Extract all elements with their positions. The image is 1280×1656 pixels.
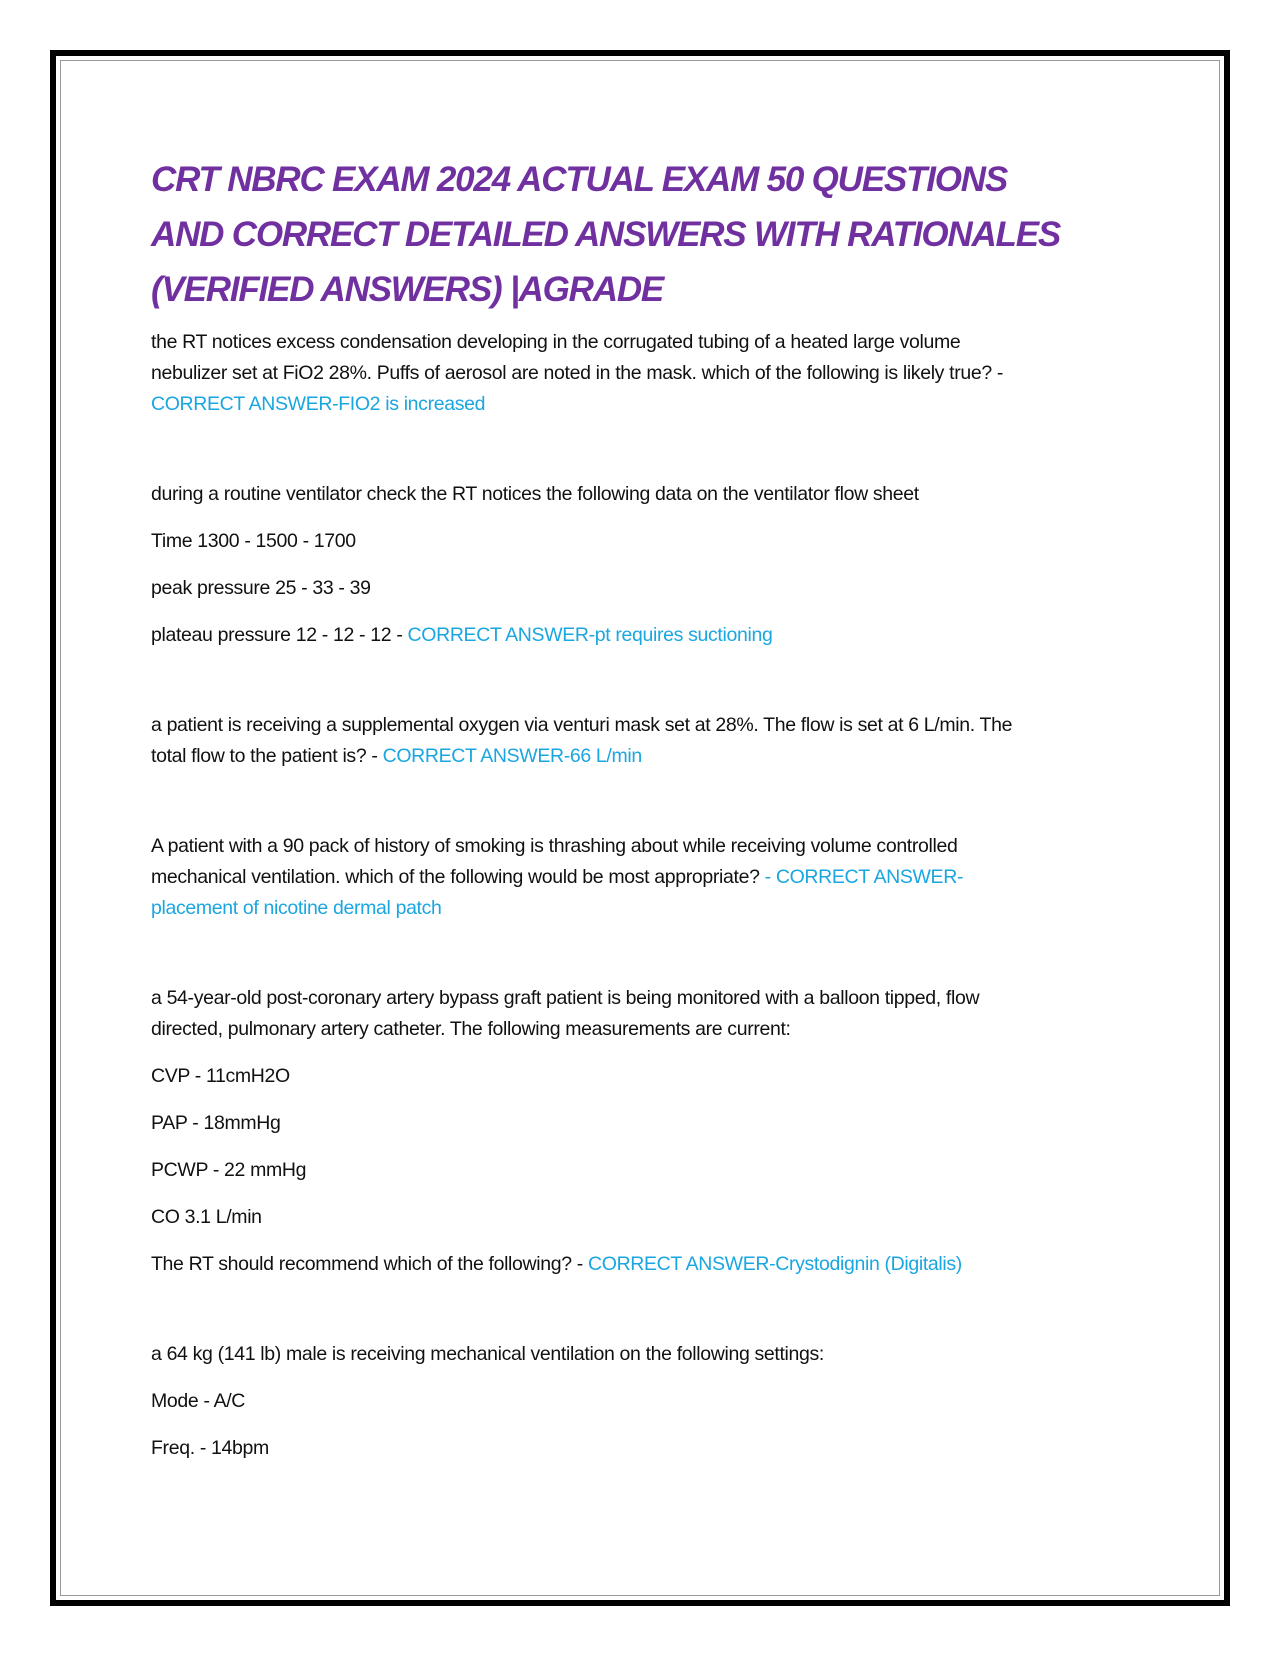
question-1 [151,327,1131,420]
correct-answer: placement of nicotine dermal patch [151,897,442,919]
data-line-pap: PAP - 18mmHg [151,1112,281,1134]
question-text: total flow to the patient is? - [151,745,383,767]
data-line-cvp: CVP - 11cmH2O [151,1065,290,1087]
question-2 [151,479,1131,651]
question-text: a patient is receiving a supplemental oxygen via venturi mask set at 28%. The flow is set at 6 L/min. The [151,714,1013,736]
question-5 [151,983,1131,1280]
question-6 [151,1339,1131,1464]
correct-answer: CORRECT ANSWER-pt requires suctioning [407,624,773,646]
data-line-freq: Freq. - 14bpm [151,1437,269,1459]
title-line: CRT NBRC EXAM 2024 ACTUAL EXAM 50 QUESTIONS [151,160,1007,199]
data-line-mode: Mode - A/C [151,1390,246,1412]
question-text: nebulizer set at FiO2 28%. Puffs of aerosol are noted in the mask. which of the following is likely true? - [151,362,1004,384]
question-3 [151,710,1131,772]
question-text: A patient with a 90 pack of history of smoking is thrashing about while receiving volume controlled [151,835,958,857]
question-text: the RT notices excess condensation developing in the corrugated tubing of a heated large volume [151,331,961,353]
question-text: a 54-year-old post-coronary artery bypass graft patient is being monitored with a balloon tipped, flow [151,987,980,1009]
question-text: mechanical ventilation. which of the following would be most appropriate? [151,866,765,888]
question-answer-line [151,1249,1131,1280]
question-text: directed, pulmonary artery catheter. The following measurements are current: [151,1018,791,1040]
question-text: a 64 kg (141 lb) male is receiving mechanical ventilation on the following settings: [151,1343,824,1365]
title-line: AND CORRECT DETAILED ANSWERS WITH RATIONALES [151,215,1061,254]
document-body [151,152,1131,1464]
data-line-plateau-pressure [151,620,1131,651]
document-title [151,152,1131,317]
question-answer-line [151,741,1131,772]
data-line-co: CO 3.1 L/min [151,1206,262,1228]
title-line: (VERIFIED ANSWERS) |AGRADE [151,270,664,309]
data-line-pcwp: PCWP - 22 mmHg [151,1159,307,1181]
question-answer-line [151,862,1131,893]
correct-answer: CORRECT ANSWER-FIO2 is increased [151,393,486,415]
question-text: plateau pressure 12 - 12 - 12 - [151,624,408,646]
data-line-peak-pressure: peak pressure 25 - 33 - 39 [151,577,371,599]
data-line-time: Time 1300 - 1500 - 1700 [151,530,356,552]
correct-answer: CORRECT ANSWER-66 L/min [382,745,642,767]
correct-answer: CORRECT ANSWER-Crystodignin (Digitalis) [588,1253,962,1275]
question-4 [151,831,1131,924]
correct-answer: - CORRECT ANSWER- [764,866,964,888]
question-text: The RT should recommend which of the following? - [151,1253,589,1275]
question-text: during a routine ventilator check the RT notices the following data on the ventilator flow sheet [151,483,919,505]
